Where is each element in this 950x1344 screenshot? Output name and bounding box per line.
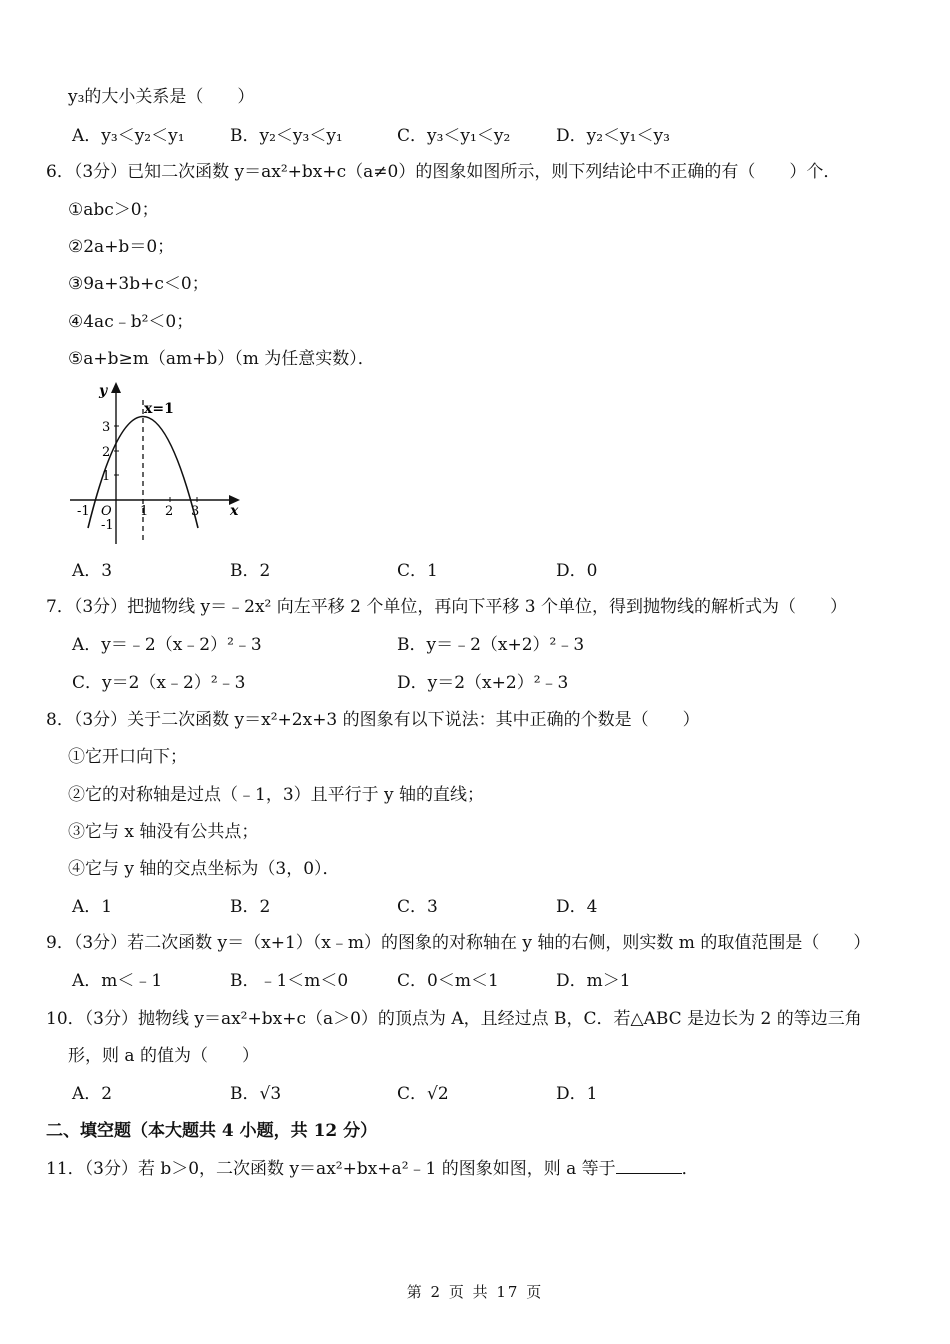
tick-y-1: 1: [102, 469, 111, 484]
q7-option-a: A．y＝﹣2（x﹣2）²﹣3: [72, 635, 262, 655]
q8-item-3: ③它与 x 轴没有公共点；: [68, 822, 259, 842]
q8-item-4: ④它与 y 轴的交点坐标为（3，0）．: [68, 859, 340, 879]
tick-x-2: 2: [165, 504, 174, 519]
tick-y-neg1: -1: [101, 518, 114, 533]
x-axis-label: x: [230, 503, 239, 519]
q5-option-a: A．y₃＜y₂＜y₁: [72, 126, 185, 146]
tick-y-2: 2: [102, 445, 111, 460]
q6-item-1: ①abc＞0；: [68, 200, 159, 220]
q6-option-b: B．2: [230, 561, 271, 581]
q6-parabola-graph: [64, 378, 254, 553]
q5-stem-tail: y₃的大小关系是（ ）: [68, 87, 255, 107]
symmetry-label: x=1: [144, 401, 174, 417]
y-axis-arrow: [111, 382, 121, 393]
y-axis-label: y: [99, 383, 108, 399]
tick-y-3: 3: [102, 420, 111, 435]
q7-stem: 7．（3分）把抛物线 y＝﹣2x² 向左平移 2 个单位，再向下平移 3 个单位，得到抛物线的解析式为（ ）: [46, 597, 848, 617]
q7-option-c: C．y＝2（x﹣2）²﹣3: [72, 673, 246, 693]
q10-option-b: B．√3: [230, 1084, 282, 1104]
q6-option-c: C．1: [397, 561, 438, 581]
section-2-title: 二、填空题（本大题共 4 小题，共 12 分）: [46, 1121, 378, 1141]
q7-option-b: B．y＝﹣2（x+2）²﹣3: [397, 635, 585, 655]
q8-item-2: ②它的对称轴是过点（﹣1，3）且平行于 y 轴的直线；: [68, 785, 485, 805]
q5-option-c: C．y₃＜y₁＜y₂: [397, 126, 511, 146]
q11-stem: 11．（3分）若 b＞0，二次函数 y＝ax²+bx+a²﹣1 的图象如图，则 a 等于: [46, 1159, 616, 1179]
q6-option-a: A．3: [72, 561, 113, 581]
q9-stem: 9．（3分）若二次函数 y＝（x+1）（x﹣m）的图象的对称轴在 y 轴的右侧，则实数 m 的取值范围是（ ）: [46, 933, 871, 953]
q9-option-d: D．m＞1: [556, 971, 631, 991]
q8-option-c: C．3: [397, 897, 438, 917]
q10-option-c: C．√2: [397, 1084, 449, 1104]
q6-item-5: ⑤a+b≥m（am+b）（m 为任意实数）．: [68, 349, 375, 369]
q10-option-d: D．1: [556, 1084, 598, 1104]
q8-option-a: A．1: [72, 897, 113, 917]
origin-label: O: [101, 504, 112, 519]
q7-option-d: D．y＝2（x+2）²﹣3: [397, 673, 569, 693]
q6-item-4: ④4ac﹣b²＜0；: [68, 312, 194, 332]
q10-stem-line1: 10．（3分）抛物线 y＝ax²+bx+c（a＞0）的顶点为 A，且经过点 B，C．若△ABC 是边长为 2 的等边三角: [46, 1009, 862, 1029]
q9-option-b: B．﹣1＜m＜0: [230, 971, 349, 991]
tick-x-neg1: -1: [77, 504, 90, 519]
q8-option-b: B．2: [230, 897, 271, 917]
q6-item-3: ③9a+3b+c＜0；: [68, 274, 209, 294]
q5-option-b: B．y₂＜y₃＜y₁: [230, 126, 343, 146]
tick-x-3: 3: [191, 504, 200, 519]
q8-stem: 8．（3分）关于二次函数 y＝x²+2x+3 的图象有以下说法：其中正确的个数是（ ）: [46, 710, 700, 730]
q6-item-2: ②2a+b＝0；: [68, 237, 175, 257]
q6-stem: 6．（3分）已知二次函数 y＝ax²+bx+c（a≠0）的图象如图所示，则下列结论中不正确的有（ ）个．: [46, 162, 841, 182]
q11-answer-blank: [616, 1159, 682, 1174]
q9-option-c: C．0＜m＜1: [397, 971, 499, 991]
q9-option-a: A．m＜﹣1: [72, 971, 163, 991]
q10-option-a: A．2: [72, 1084, 113, 1104]
q5-option-d: D．y₂＜y₁＜y₃: [556, 126, 670, 146]
q10-stem-line2: 形，则 a 的值为（ ）: [68, 1046, 259, 1066]
q8-item-1: ①它开口向下；: [68, 747, 187, 767]
q11-stem-line: [46, 1158, 699, 1180]
q6-option-d: D．0: [556, 561, 598, 581]
q8-option-d: D．4: [556, 897, 598, 917]
tick-x-1: 1: [140, 504, 149, 519]
q11-tail: ．: [681, 1159, 699, 1179]
page-footer: 第 2 页 共 17 页: [406, 1283, 544, 1301]
